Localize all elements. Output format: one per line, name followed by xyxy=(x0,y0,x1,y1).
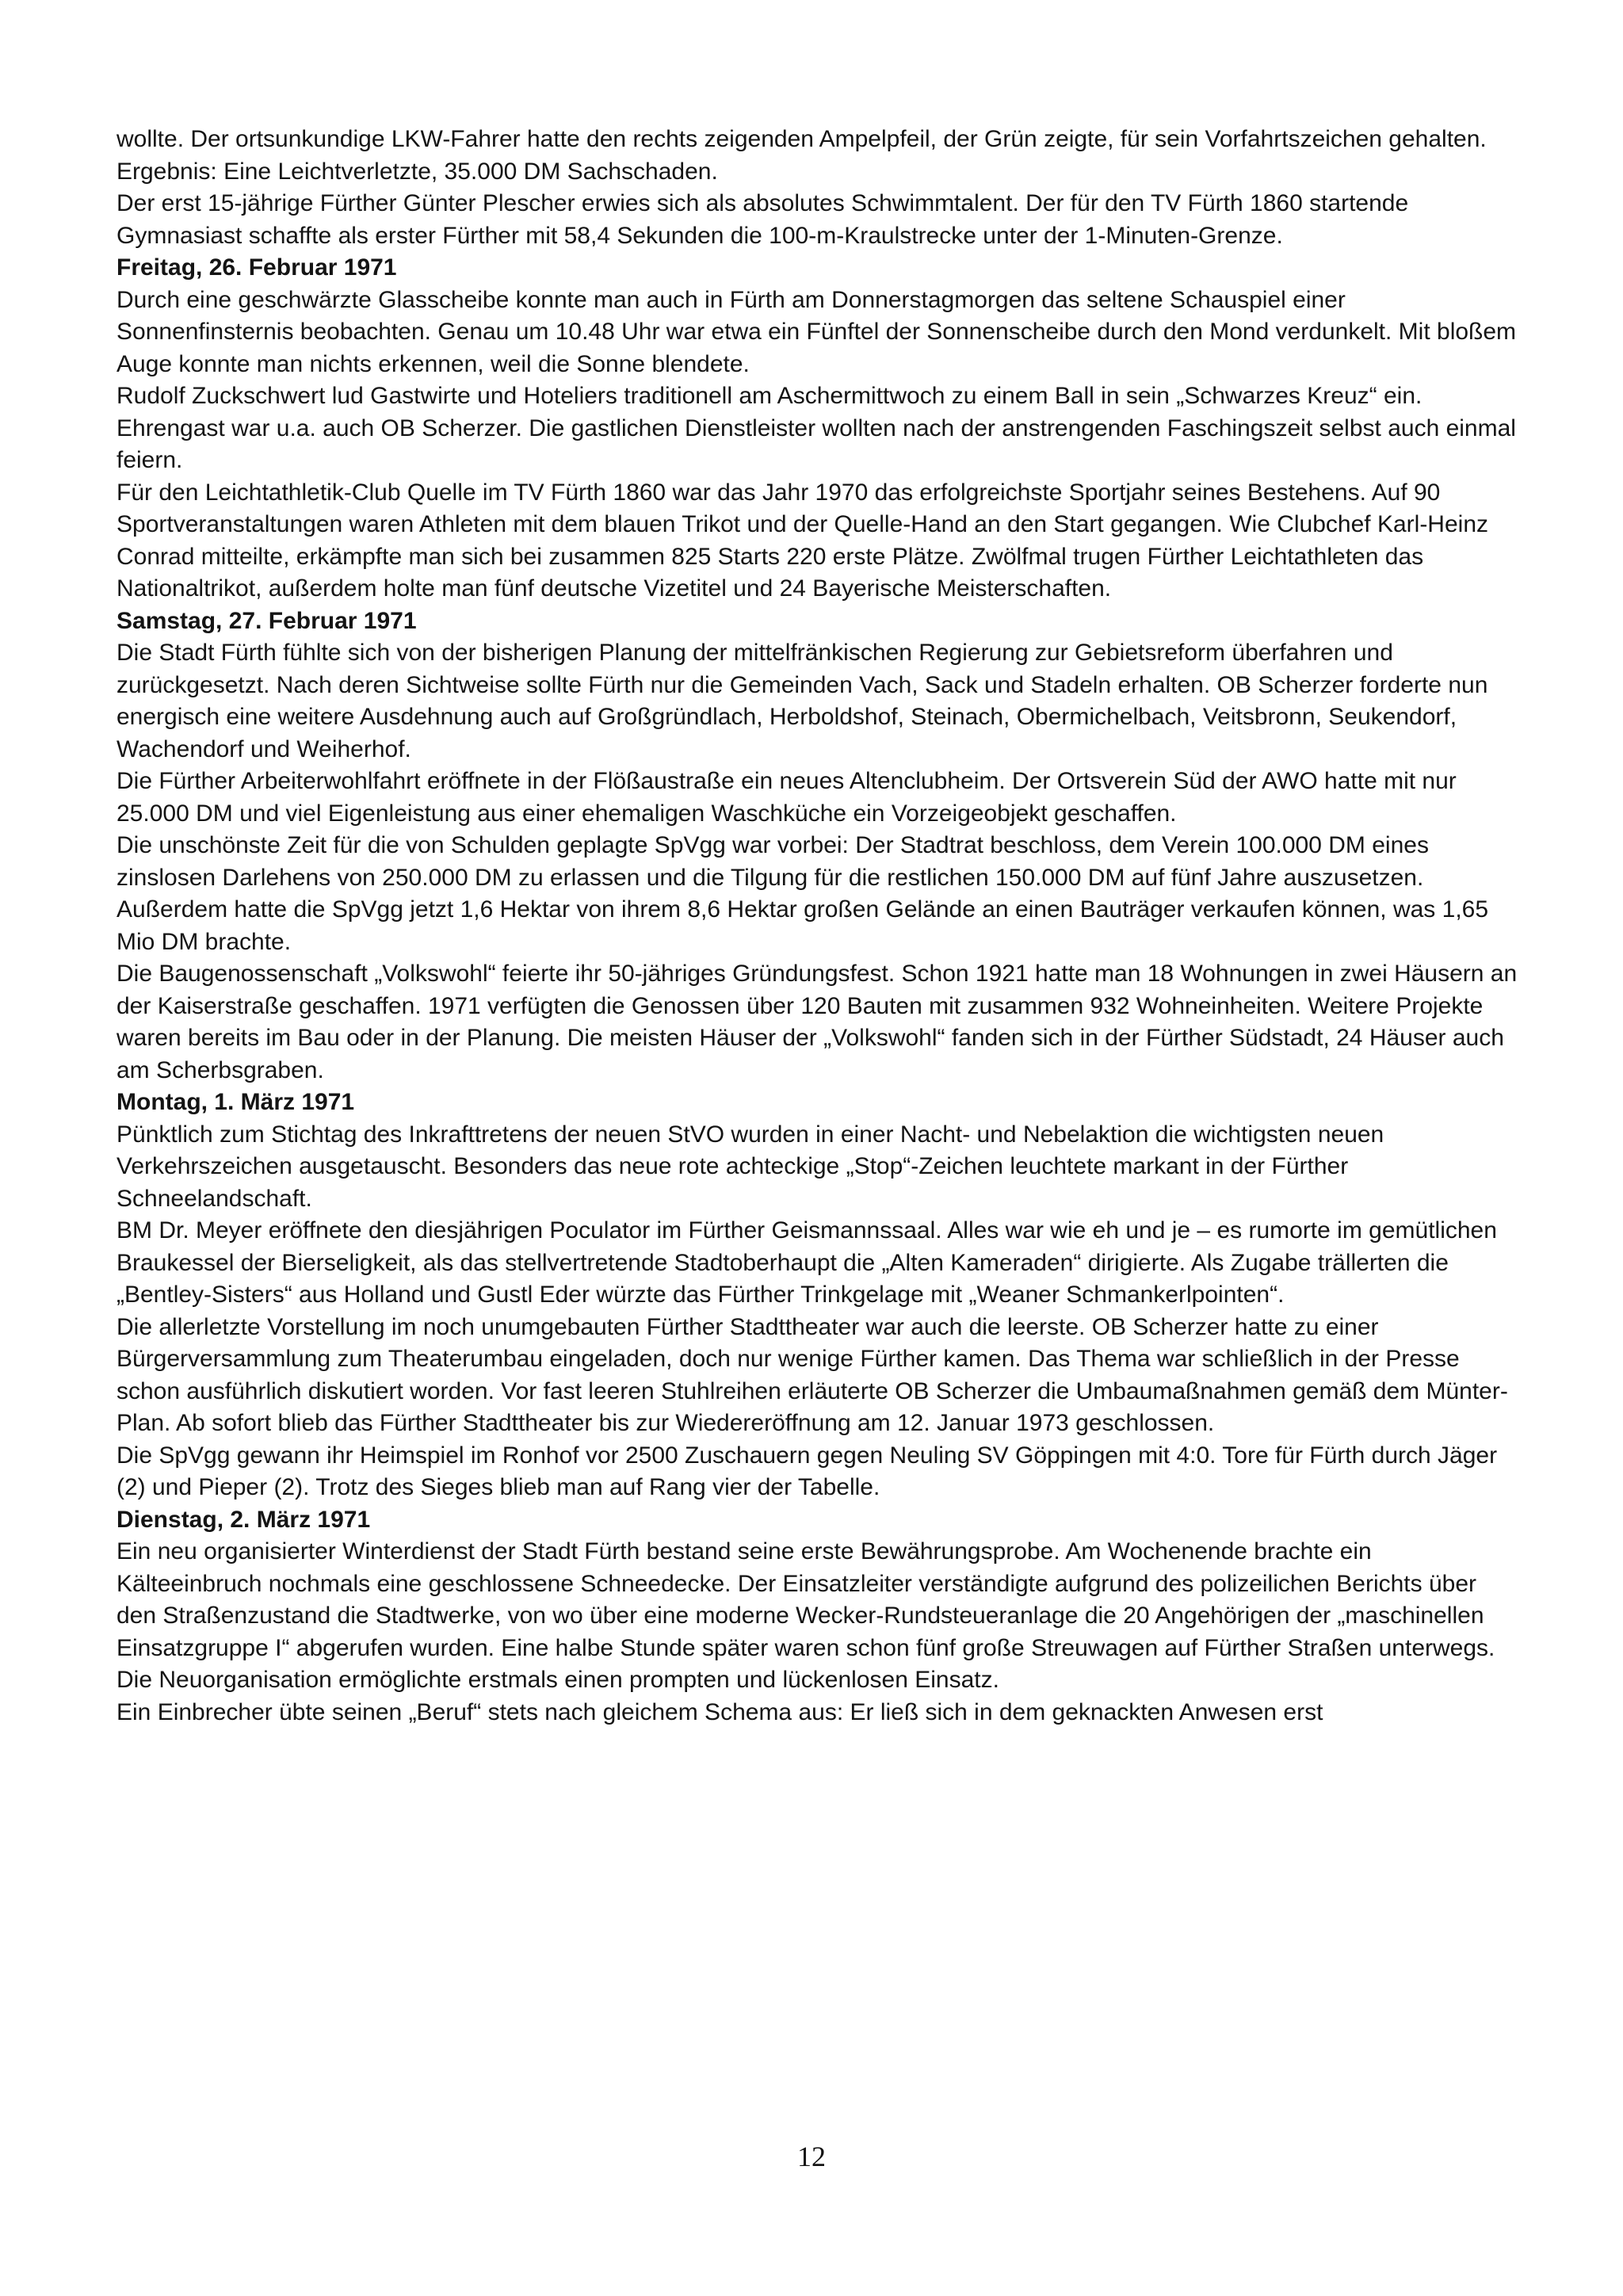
section-montag-1-maerz xyxy=(116,1087,1519,1504)
section-heading: Samstag, 27. Februar 1971 xyxy=(116,607,417,634)
paragraph: Durch eine geschwärzte Glasscheibe konnte man auch in Fürth am Donnerstagmorgen das seltene Schauspiel einer Sonnenfinsternis beobachten. Genau um 10.48 Uhr war etwa ein Fünftel der Sonnenscheibe durch den Mond verdunkelt. Mit bloßem Auge konnte man nichts erkennen, weil die Sonne blendete. xyxy=(116,286,1517,377)
section-samstag-27-februar xyxy=(116,606,1519,1087)
paragraph: Die SpVgg gewann ihr Heimspiel im Ronhof vor 2500 Zuschauern gegen Neuling SV Göppingen mit 4:0. Tore für Fürth durch Jäger (2) und Pieper (2). Trotz des Sieges blieb man auf Rang vier der Tabelle. xyxy=(116,1442,1498,1500)
paragraph: Pünktlich zum Stichtag des Inkrafttretens der neuen StVO wurden in einer Nacht- und Nebelaktion die wichtigsten neuen Verkehrszeichen ausgetauscht. Besonders das neue rote achteckige „Stop“-Zeichen leuchtete markant in der Fürther Schneelandschaft. xyxy=(116,1121,1384,1212)
page-number: 12 xyxy=(797,2141,826,2172)
paragraph: Für den Leichtathletik-Club Quelle im TV Fürth 1860 war das Jahr 1970 das erfolgreichste Sportjahr seines Bestehens. Auf 90 Sportveranstaltungen waren Athleten mit dem blauen Trikot und der Quelle-Hand an den Start gegangen. Wie Clubchef Karl-Heinz Conrad mitteilte, erkämpfte man sich bei zusammen 825 Starts 220 erste Plätze. Zwölfmal trugen Fürther Leichtathleten das Nationaltrikot, außerdem holte man fünf deutsche Vizetitel und 24 Bayerische Meisterschaften. xyxy=(116,479,1489,602)
paragraph: Der erst 15-jährige Fürther Günter Plescher erwies sich als absolutes Schwimmtalent. Der für den TV Fürth 1860 startende Gymnasiast schaffte als erster Fürther mit 58,4 Sekunden die 100-m-Kraulstrecke unter der 1-Minuten-Grenze. xyxy=(116,190,1409,249)
section-freitag-26-februar xyxy=(116,252,1519,606)
paragraph: Rudolf Zuckschwert lud Gastwirte und Hoteliers traditionell am Aschermittwoch zu einem Ball in sein „Schwarzes Kreuz“ ein. Ehrengast war u.a. auch OB Scherzer. Die gastlichen Dienstleister wollten nach der anstrengenden Faschingszeit selbst auch einmal feiern. xyxy=(116,383,1516,473)
paragraph: Ein Einbrecher übte seinen „Beruf“ stets nach gleichem Schema aus: Er ließ sich in dem geknackten Anwesen erst xyxy=(116,1698,1323,1725)
intro-section xyxy=(116,124,1519,252)
document-page xyxy=(116,124,1519,1729)
paragraph: Die Fürther Arbeiterwohlfahrt eröffnete in der Flößaustraße ein neues Altenclubheim. Der Ortsverein Süd der AWO hatte mit nur 25.000 DM und viel Eigenleistung aus einer ehemaligen Waschküche ein Vorzeigeobjekt geschaffen. xyxy=(116,768,1457,827)
paragraph: Die Baugenossenschaft „Volkswohl“ feierte ihr 50-jähriges Gründungsfest. Schon 1921 hatte man 18 Wohnungen in zwei Häusern an der Kaiserstraße geschaffen. 1971 verfügten die Genossen über 120 Bauten mit zusammen 932 Wohneinheiten. Weitere Projekte waren bereits im Bau oder in der Planung. Die meisten Häuser der „Volkswohl“ fanden sich in der Fürther Südstadt, 24 Häuser auch am Scherbsgraben. xyxy=(116,961,1518,1083)
paragraph: Die unschönste Zeit für die von Schulden geplagte SpVgg war vorbei: Der Stadtrat beschloss, dem Verein 100.000 DM eines zinslosen Darlehens von 250.000 DM zu erlassen und die Tilgung für die restlichen 150.000 DM auf fünf Jahre auszusetzen. Außerdem hatte die SpVgg jetzt 1,6 Hektar von ihrem 8,6 Hektar großen Gelände an einen Bauträger verkaufen können, was 1,65 Mio DM brachte. xyxy=(116,832,1489,955)
paragraph: Ein neu organisierter Winterdienst der Stadt Fürth bestand seine erste Bewährungsprobe. Am Wochenende brachte ein Kälteeinbruch nochmals eine geschlossene Schneedecke. Der Einsatzleiter verständigte aufgrund des polizeilichen Berichts über den Straßenzustand die Stadtwerke, von wo über eine moderne Wecker-Rundsteueranlage die 20 Angehörigen der „maschinellen Einsatzgruppe I“ abgerufen wurden. Eine halbe Stunde später waren schon fünf große Streuwagen auf Fürther Straßen unterwegs. Die Neuorganisation ermöglichte erstmals einen prompten und lückenlosen Einsatz. xyxy=(116,1538,1495,1693)
paragraph: wollte. Der ortsunkundige LKW-Fahrer hatte den rechts zeigenden Ampelpfeil, der Grün zeigte, für sein Vorfahrtszeichen gehalten. Ergebnis: Eine Leichtverletzte, 35.000 DM Sachschaden. xyxy=(116,126,1487,185)
paragraph: Die allerletzte Vorstellung im noch unumgebauten Fürther Stadttheater war auch die leerste. OB Scherzer hatte zu einer Bürgerversammlung zum Theaterumbau eingeladen, doch nur wenige Fürther kamen. Das Thema war schließlich in der Presse schon ausführlich diskutiert worden. Vor fast leeren Stuhlreihen erläuterte OB Scherzer die Umbaumaßnahmen gemäß dem Münter-Plan. Ab sofort blieb das Fürther Stadttheater bis zur Wiedereröffnung am 12. Januar 1973 geschlossen. xyxy=(116,1313,1508,1436)
paragraph: Die Stadt Fürth fühlte sich von der bisherigen Planung der mittelfränkischen Regierung zur Gebietsreform überfahren und zurückgesetzt. Nach deren Sichtweise sollte Fürth nur die Gemeinden Vach, Sack und Stadeln erhalten. OB Scherzer forderte nun energisch eine weitere Ausdehnung auch auf Großgründlach, Herboldshof, Steinach, Obermichelbach, Veitsbronn, Seukendorf, Wachendorf und Weiherhof. xyxy=(116,640,1488,762)
section-dienstag-2-maerz xyxy=(116,1504,1519,1729)
paragraph: BM Dr. Meyer eröffnete den diesjährigen Poculator im Fürther Geismannssaal. Alles war wie eh und je – es rumorte im gemütlichen Braukessel der Bierseligkeit, als das stellvertretende Stadtoberhaupt die „Alten Kameraden“ dirigierte. Als Zugabe trällerten die „Bentley-Sisters“ aus Holland und Gustl Eder würzte das Fürther Trinkgelage mit „Weaner Schmankerlpointen“. xyxy=(116,1217,1497,1308)
section-heading: Montag, 1. März 1971 xyxy=(116,1089,355,1115)
section-heading: Freitag, 26. Februar 1971 xyxy=(116,254,397,281)
section-heading: Dienstag, 2. März 1971 xyxy=(116,1506,371,1533)
